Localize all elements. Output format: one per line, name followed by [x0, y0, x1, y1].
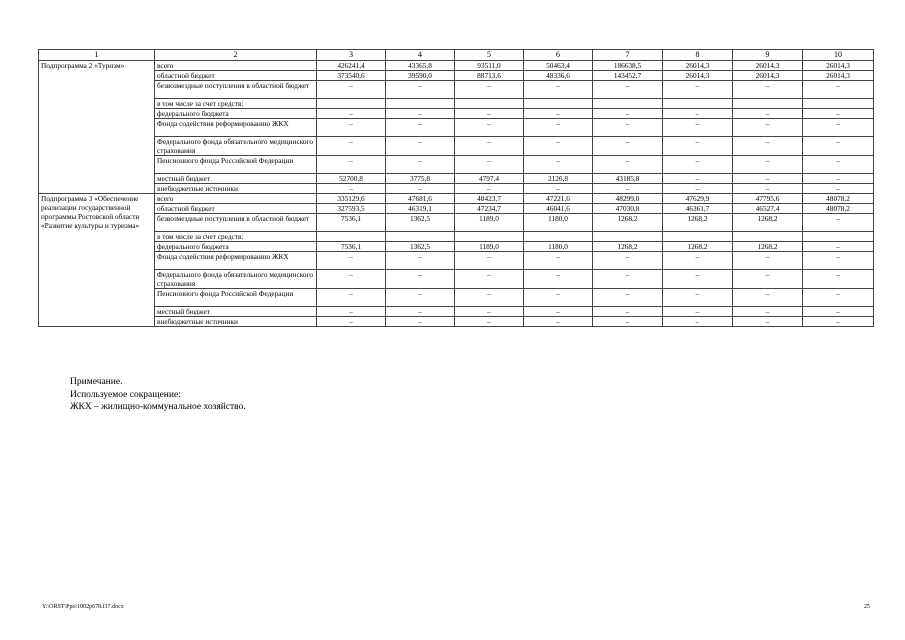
program-title: Подпрограмма 3 «Обеспечение реализации государственной программы Ростовской области «Развитие культуры и туризма»: [39, 194, 155, 327]
row-label: Пенсионного фонда Российской Федерации: [155, 289, 317, 307]
value-cell: 1268,2: [593, 214, 663, 232]
row-label: Фонда содействия реформированию ЖКХ: [155, 119, 317, 137]
value-cell: [386, 99, 455, 109]
value-cell: 1268,2: [733, 214, 803, 232]
value-cell: –: [386, 81, 455, 99]
value-cell: [803, 99, 874, 109]
header-cell: 8: [663, 50, 733, 61]
header-cell: 6: [524, 50, 593, 61]
value-cell: –: [733, 81, 803, 99]
value-cell: [663, 232, 733, 242]
value-cell: –: [803, 156, 874, 174]
row-label: федерального бюджета: [155, 242, 317, 252]
value-cell: –: [733, 307, 803, 317]
table-row: [39, 270, 874, 289]
value-cell: –: [386, 307, 455, 317]
value-cell: 1362,5: [386, 214, 455, 232]
value-cell: 47681,6: [386, 194, 455, 204]
value-cell: –: [524, 252, 593, 270]
row-label: внебюджетные источники: [155, 184, 317, 194]
value-cell: –: [663, 289, 733, 307]
value-cell: [593, 232, 663, 242]
value-cell: 1180,0: [524, 214, 593, 232]
header-cell: 9: [733, 50, 803, 61]
value-cell: –: [524, 270, 593, 289]
value-cell: 373540,6: [317, 71, 386, 81]
value-cell: 39590,0: [386, 71, 455, 81]
value-cell: 186638,5: [593, 61, 663, 71]
header-cell: 3: [317, 50, 386, 61]
row-label: всего: [155, 61, 317, 71]
value-cell: 1268,2: [663, 214, 733, 232]
value-cell: –: [803, 214, 874, 232]
value-cell: 7536,1: [317, 242, 386, 252]
table-row: [39, 184, 874, 194]
page-number: 25: [864, 604, 870, 610]
value-cell: [803, 232, 874, 242]
header-cell: 1: [39, 50, 155, 61]
table-row: [39, 214, 874, 232]
value-cell: [733, 232, 803, 242]
row-label: местный бюджет: [155, 307, 317, 317]
value-cell: –: [733, 317, 803, 327]
value-cell: 426241,4: [317, 61, 386, 71]
value-cell: –: [593, 307, 663, 317]
value-cell: 327593,5: [317, 204, 386, 214]
value-cell: –: [317, 307, 386, 317]
value-cell: 48336,6: [524, 71, 593, 81]
value-cell: 1180,0: [524, 242, 593, 252]
row-label: безвозмездные поступления в областной бюджет: [155, 214, 317, 232]
table-row: [39, 156, 874, 174]
value-cell: 1362,5: [386, 242, 455, 252]
value-cell: 47234,7: [455, 204, 524, 214]
value-cell: –: [803, 119, 874, 137]
value-cell: –: [386, 119, 455, 137]
table-row: [39, 317, 874, 327]
value-cell: [733, 99, 803, 109]
value-cell: –: [386, 137, 455, 156]
value-cell: 4797,4: [455, 174, 524, 184]
value-cell: –: [317, 156, 386, 174]
value-cell: –: [663, 81, 733, 99]
header-cell: 2: [155, 50, 317, 61]
value-cell: 1268,2: [593, 242, 663, 252]
value-cell: –: [593, 137, 663, 156]
value-cell: –: [733, 270, 803, 289]
header-cell: 7: [593, 50, 663, 61]
value-cell: –: [803, 317, 874, 327]
row-label: Федерального фонда обязательного медицинского страхования: [155, 137, 317, 156]
row-label: Фонда содействия реформированию ЖКХ: [155, 252, 317, 270]
value-cell: –: [733, 109, 803, 119]
value-cell: –: [663, 156, 733, 174]
table-row: [39, 204, 874, 214]
value-cell: –: [593, 156, 663, 174]
notes-title: Примечание.: [70, 377, 123, 387]
value-cell: –: [524, 317, 593, 327]
value-cell: –: [663, 109, 733, 119]
value-cell: 43185,8: [593, 174, 663, 184]
value-cell: –: [317, 252, 386, 270]
value-cell: 26014,3: [733, 61, 803, 71]
value-cell: –: [803, 242, 874, 252]
budget-table: [38, 49, 874, 327]
value-cell: –: [733, 184, 803, 194]
value-cell: –: [733, 119, 803, 137]
row-label: федерального бюджета: [155, 109, 317, 119]
value-cell: –: [733, 174, 803, 184]
value-cell: –: [733, 289, 803, 307]
value-cell: –: [663, 184, 733, 194]
value-cell: 50463,4: [524, 61, 593, 71]
value-cell: 46319,1: [386, 204, 455, 214]
value-cell: –: [455, 137, 524, 156]
value-cell: –: [455, 119, 524, 137]
value-cell: –: [803, 137, 874, 156]
value-cell: 46041,6: [524, 204, 593, 214]
value-cell: –: [455, 317, 524, 327]
value-cell: –: [524, 137, 593, 156]
value-cell: –: [524, 307, 593, 317]
value-cell: –: [524, 81, 593, 99]
header-cell: 10: [803, 50, 874, 61]
value-cell: –: [663, 317, 733, 327]
row-label: Федерального фонда обязательного медицинского страхования: [155, 270, 317, 289]
value-cell: –: [455, 184, 524, 194]
value-cell: –: [663, 174, 733, 184]
value-cell: –: [455, 252, 524, 270]
value-cell: 3775,8: [386, 174, 455, 184]
table-row: [39, 307, 874, 317]
value-cell: –: [803, 289, 874, 307]
notes-subtitle: Используемое сокращение:: [70, 389, 181, 400]
row-label: в том числе за счет средств:: [155, 232, 317, 242]
value-cell: –: [455, 156, 524, 174]
value-cell: [455, 99, 524, 109]
value-cell: [593, 99, 663, 109]
value-cell: –: [524, 184, 593, 194]
value-cell: –: [593, 252, 663, 270]
row-label: всего: [155, 194, 317, 204]
value-cell: –: [524, 156, 593, 174]
table-row: [39, 81, 874, 99]
value-cell: –: [663, 270, 733, 289]
value-cell: –: [663, 307, 733, 317]
row-label: внебюджетные источники: [155, 317, 317, 327]
value-cell: 7536,1: [317, 214, 386, 232]
value-cell: 48299,0: [593, 194, 663, 204]
table-row: [39, 99, 874, 109]
value-cell: –: [524, 119, 593, 137]
value-cell: 48078,2: [803, 194, 874, 204]
value-cell: –: [593, 81, 663, 99]
value-cell: –: [455, 270, 524, 289]
value-cell: –: [803, 81, 874, 99]
value-cell: [455, 232, 524, 242]
value-cell: –: [455, 289, 524, 307]
value-cell: –: [386, 156, 455, 174]
value-cell: –: [317, 270, 386, 289]
value-cell: –: [524, 109, 593, 119]
value-cell: 1268,2: [733, 242, 803, 252]
row-label: Пенсионного фонда Российской Федерации: [155, 156, 317, 174]
value-cell: –: [803, 109, 874, 119]
value-cell: 93511,0: [455, 61, 524, 71]
value-cell: 2126,8: [524, 174, 593, 184]
value-cell: –: [663, 137, 733, 156]
value-cell: –: [803, 184, 874, 194]
value-cell: –: [593, 289, 663, 307]
value-cell: –: [386, 270, 455, 289]
table-header-row: [39, 50, 874, 61]
value-cell: –: [593, 109, 663, 119]
value-cell: –: [593, 270, 663, 289]
value-cell: 26014,3: [803, 61, 874, 71]
value-cell: –: [317, 137, 386, 156]
header-cell: 4: [386, 50, 455, 61]
value-cell: 26014,3: [803, 71, 874, 81]
value-cell: 335129,6: [317, 194, 386, 204]
table-row: [39, 232, 874, 242]
value-cell: 46527,4: [733, 204, 803, 214]
value-cell: –: [386, 289, 455, 307]
value-cell: –: [803, 174, 874, 184]
row-label: областной бюджет: [155, 71, 317, 81]
value-cell: 47629,9: [663, 194, 733, 204]
value-cell: 48078,2: [803, 204, 874, 214]
value-cell: 46361,7: [663, 204, 733, 214]
value-cell: –: [317, 109, 386, 119]
value-cell: 26014,3: [663, 61, 733, 71]
value-cell: [524, 232, 593, 242]
value-cell: 26014,3: [663, 71, 733, 81]
value-cell: –: [386, 317, 455, 327]
value-cell: –: [317, 81, 386, 99]
value-cell: –: [317, 119, 386, 137]
value-cell: –: [524, 289, 593, 307]
value-cell: 143452,7: [593, 71, 663, 81]
row-label: безвозмездные поступления в областной бюджет: [155, 81, 317, 99]
value-cell: 52700,8: [317, 174, 386, 184]
table-row: [39, 137, 874, 156]
value-cell: –: [455, 307, 524, 317]
value-cell: –: [593, 317, 663, 327]
value-cell: 26014,3: [733, 71, 803, 81]
value-cell: –: [455, 109, 524, 119]
table-row: [39, 194, 874, 204]
value-cell: [317, 99, 386, 109]
value-cell: 47030,8: [593, 204, 663, 214]
row-label: в том числе за счет средств:: [155, 99, 317, 109]
value-cell: –: [593, 184, 663, 194]
value-cell: [317, 232, 386, 242]
value-cell: [386, 232, 455, 242]
value-cell: –: [733, 252, 803, 270]
header-cell: 5: [455, 50, 524, 61]
table-row: [39, 289, 874, 307]
value-cell: –: [803, 270, 874, 289]
value-cell: 1189,0: [455, 214, 524, 232]
value-cell: –: [455, 81, 524, 99]
value-cell: –: [593, 119, 663, 137]
table-row: [39, 242, 874, 252]
value-cell: –: [663, 119, 733, 137]
value-cell: 1189,0: [455, 242, 524, 252]
value-cell: –: [317, 184, 386, 194]
table-row: [39, 109, 874, 119]
value-cell: –: [386, 184, 455, 194]
value-cell: 47795,6: [733, 194, 803, 204]
value-cell: –: [733, 156, 803, 174]
value-cell: 48423,7: [455, 194, 524, 204]
value-cell: [663, 99, 733, 109]
value-cell: –: [386, 252, 455, 270]
value-cell: –: [733, 137, 803, 156]
row-label: областной бюджет: [155, 204, 317, 214]
value-cell: –: [663, 252, 733, 270]
notes-abbreviation: ЖКХ – жилищно-коммунальное хозяйство.: [70, 402, 246, 412]
footer-file-path: Y:\ORST\Ppo\1002p678.f17.docx: [42, 604, 124, 610]
value-cell: 1268,2: [663, 242, 733, 252]
value-cell: –: [803, 307, 874, 317]
value-cell: 47221,6: [524, 194, 593, 204]
row-label: местный бюджет: [155, 174, 317, 184]
value-cell: 43365,8: [386, 61, 455, 71]
notes-block: [70, 376, 246, 414]
value-cell: –: [317, 289, 386, 307]
value-cell: –: [803, 252, 874, 270]
table-row: [39, 174, 874, 184]
table-row: [39, 71, 874, 81]
table-row: [39, 252, 874, 270]
value-cell: –: [386, 109, 455, 119]
value-cell: –: [317, 317, 386, 327]
program-title: Подпрограмма 2 «Туризм»: [39, 61, 155, 194]
table-row: [39, 61, 874, 71]
table-row: [39, 119, 874, 137]
value-cell: [524, 99, 593, 109]
value-cell: 88713,6: [455, 71, 524, 81]
